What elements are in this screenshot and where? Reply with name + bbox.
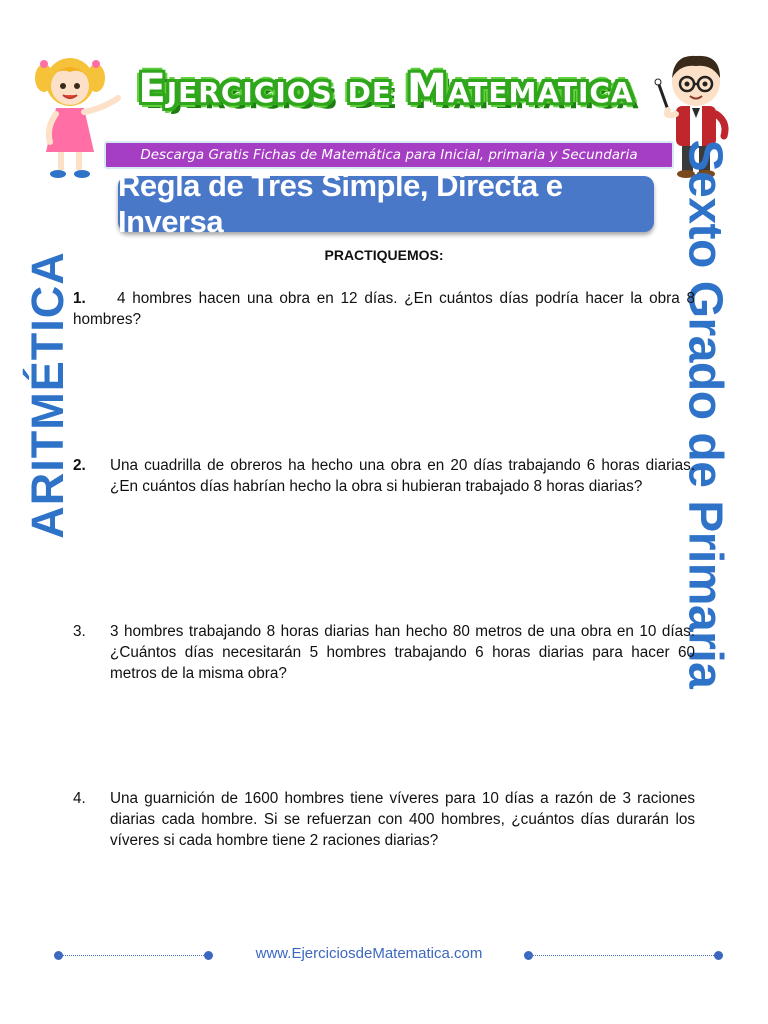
- practice-heading: PRACTIQUEMOS:: [324, 247, 444, 263]
- question-number: 2.: [73, 457, 86, 474]
- question-item: [73, 788, 695, 851]
- footer-divider-left: [58, 955, 208, 956]
- subject-side-label: ARITMÉTICA: [22, 251, 73, 539]
- site-logo-title: Ejercicios de Matematica: [138, 66, 634, 112]
- question-text: Una cuadrilla de obreros ha hecho una obra en 20 días trabajando 6 horas diarias. ¿En cuántos días habrían hecho la obra si hubieran trabajado 8 horas diarias?: [110, 457, 695, 495]
- footer-dot: [714, 951, 723, 960]
- tagline-banner: Descarga Gratis Fichas de Matemática para Inicial, primaria y Secundaria: [104, 141, 674, 169]
- question-number: 1.: [73, 290, 86, 307]
- footer-divider-right: [528, 955, 718, 956]
- question-text: Una guarnición de 1600 hombres tiene víveres para 10 días a razón de 3 raciones diarias cada hombre. Si se refuerzan con 400 hombres, ¿cuántos días durarán los víveres si cada hombre tiene 2 raciones diarias?: [110, 790, 695, 849]
- question-text: 3 hombres trabajando 8 horas diarias han hecho 80 metros de una obra en 10 días. ¿Cuántos días necesitarán 5 hombres trabajando 6 horas diarias para hacer 60 metros de la misma obra?: [110, 623, 695, 682]
- grade-side-label: Sexto Grado de Primaria: [678, 139, 732, 689]
- question-number: 3.: [73, 623, 86, 640]
- topic-title: Regla de Tres Simple, Directa e Inversa: [118, 168, 563, 239]
- topic-title-banner: [118, 168, 654, 239]
- question-item: [73, 288, 695, 330]
- footer-dot: [204, 951, 213, 960]
- question-item: [73, 621, 695, 684]
- footer-website-link[interactable]: www.EjerciciosdeMatematica.com: [255, 945, 483, 962]
- question-text: 4 hombres hacen una obra en 12 días. ¿En cuántos días podría hacer la obra 8 hombres?: [73, 290, 695, 328]
- question-number: 4.: [73, 790, 86, 807]
- question-item: [73, 455, 695, 497]
